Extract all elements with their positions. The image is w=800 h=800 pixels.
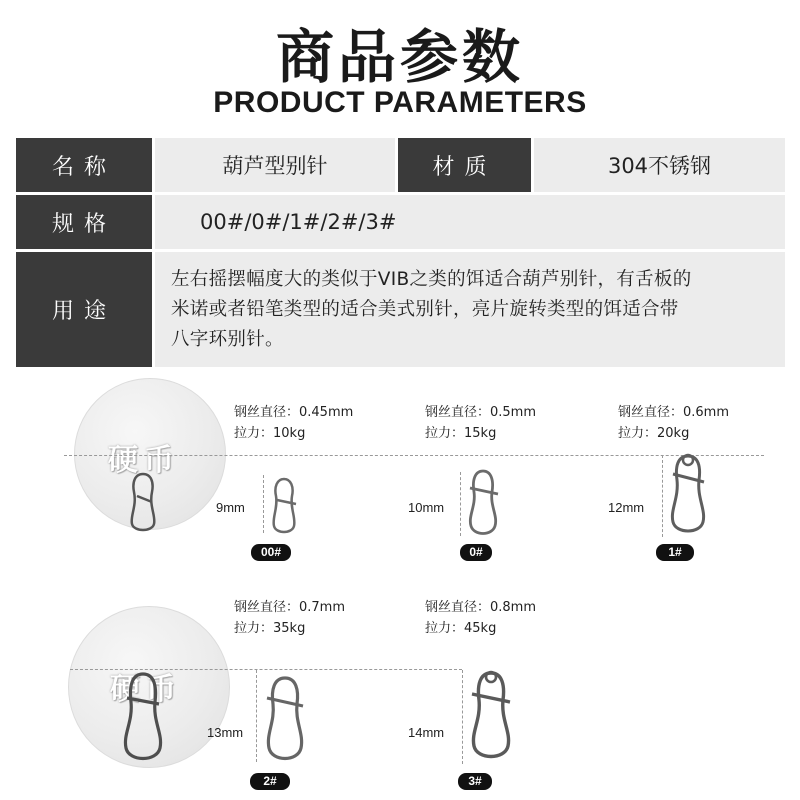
snap-pin-image	[118, 668, 168, 768]
wire-diameter-text: 钢丝直径：0.7mm	[234, 600, 346, 615]
length-label: 10mm	[408, 500, 445, 515]
name-value: 葫芦型别针	[155, 138, 395, 192]
material-value: 304不锈钢	[534, 138, 785, 192]
usage-label: 用途	[16, 252, 152, 367]
size-badge: 1#	[656, 544, 694, 561]
material-label: 材质	[398, 138, 531, 192]
length-label: 12mm	[608, 500, 645, 515]
dimension-line	[263, 475, 264, 533]
table-row	[16, 195, 785, 249]
length-label: 14mm	[408, 725, 445, 740]
size-badge: 0#	[460, 544, 492, 561]
coin-label: 硬币	[108, 443, 180, 478]
page-title: 商品参数	[275, 23, 524, 91]
usage-value	[155, 252, 785, 367]
dimension-line	[462, 670, 463, 764]
dimension-line	[256, 670, 257, 762]
name-label: 名称	[16, 138, 152, 192]
wire-diameter-text: 钢丝直径：0.6mm	[618, 405, 730, 420]
length-label: 9mm	[216, 500, 245, 515]
page-subtitle: PRODUCT PARAMETERS	[213, 86, 587, 119]
wire-diameter-text: 钢丝直径：0.8mm	[425, 600, 537, 615]
tension-text: 拉力：15kg	[425, 426, 497, 441]
spec-label: 规格	[16, 195, 152, 249]
dimension-line	[460, 472, 461, 536]
tension-text: 拉力：10kg	[234, 426, 306, 441]
snap-pin-image	[268, 476, 300, 534]
table-row	[16, 138, 785, 192]
snap-pin-image	[466, 668, 516, 764]
tension-text: 拉力：35kg	[234, 621, 306, 636]
size-badge: 3#	[458, 773, 492, 790]
usage-line: 八字环别针。	[171, 328, 284, 350]
snap-pin-image	[464, 468, 502, 538]
snap-pin-image	[666, 452, 710, 538]
snap-pin-image	[261, 674, 309, 764]
tension-text: 拉力：45kg	[425, 621, 497, 636]
dimension-line	[662, 455, 663, 537]
spec-value: 00#/0#/1#/2#/3#	[155, 195, 785, 249]
coin-label: 硬币	[110, 672, 182, 707]
length-label: 13mm	[207, 725, 244, 740]
size-badge: 00#	[251, 544, 291, 561]
size-badge: 2#	[250, 773, 290, 790]
guide-line	[64, 455, 764, 456]
wire-diameter-text: 钢丝直径：0.45mm	[234, 405, 354, 420]
table-row	[16, 252, 785, 367]
usage-line: 左右摇摆幅度大的类似于VIB之类的饵适合葫芦别针，有舌板的	[171, 268, 692, 290]
snap-pin-image	[126, 470, 160, 532]
tension-text: 拉力：20kg	[618, 426, 690, 441]
usage-line: 米诺或者铅笔类型的适合美式别针，亮片旋转类型的饵适合带	[171, 298, 679, 320]
wire-diameter-text: 钢丝直径：0.5mm	[425, 405, 537, 420]
